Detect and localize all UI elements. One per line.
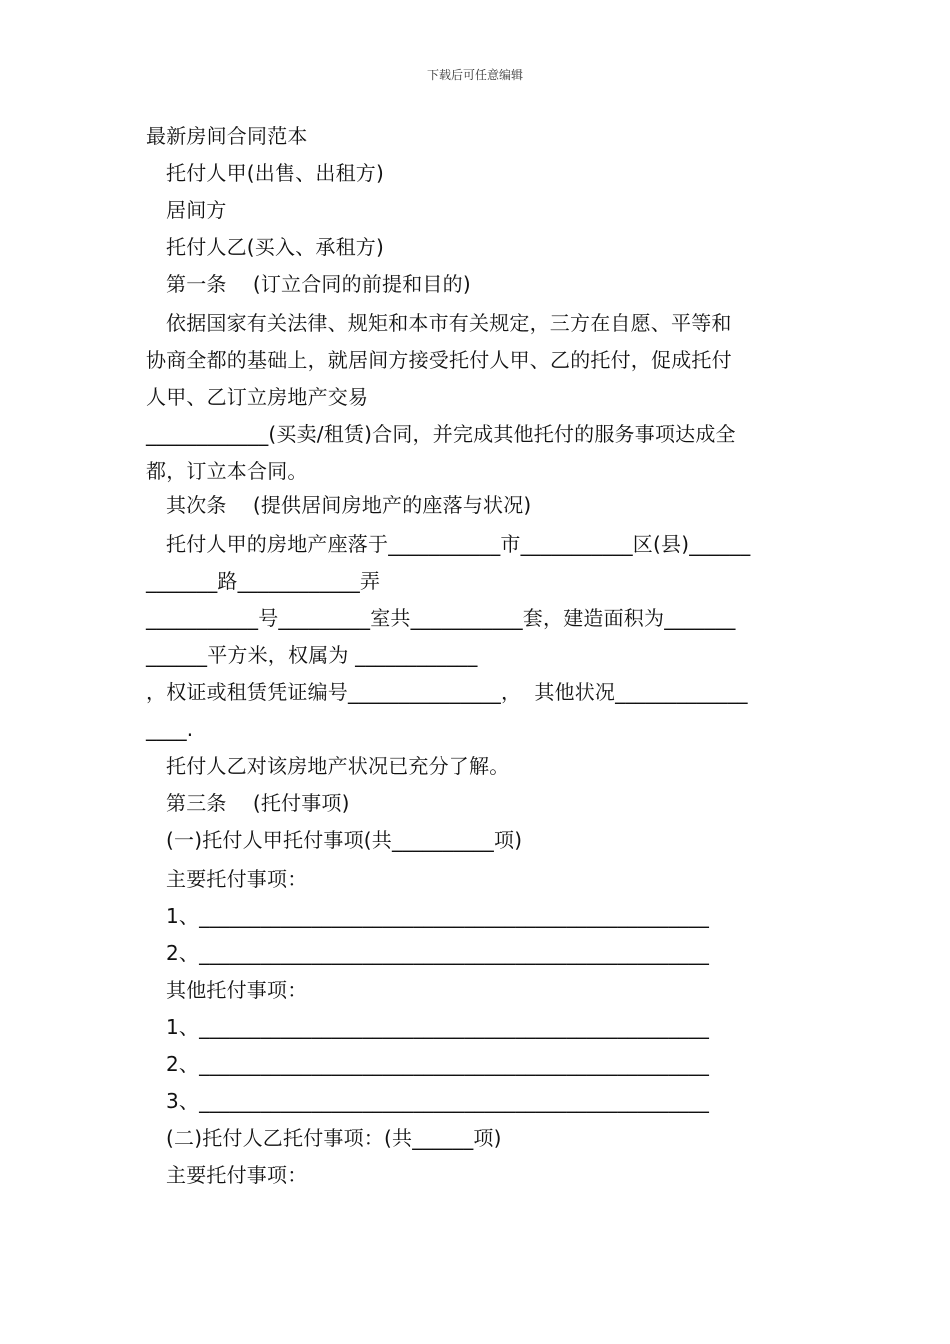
article-1-text-line: 人甲、乙订立房地产交易 <box>146 385 369 409</box>
page-header-note: 下载后可任意编辑 <box>426 68 523 82</box>
list-item: 1、__________________________________________________ <box>166 904 710 928</box>
article-1-text-line: 都，订立本合同。 <box>146 459 308 483</box>
list-item: 3、__________________________________________________ <box>166 1089 710 1113</box>
article-2-text-line: ，权证或租赁凭证编号_______________， 其他状况_____________ <box>146 680 748 704</box>
main-items-label: 主要托付事项： <box>166 1163 308 1187</box>
list-item: 2、__________________________________________________ <box>166 1052 710 1076</box>
list-item: 1、__________________________________________________ <box>166 1015 710 1039</box>
article-2-text-line: ___________号_________室共___________套，建造面积为_______ <box>146 606 736 630</box>
article-1-text-line: 协商全都的基础上，就居间方接受托付人甲、乙的托付，促成托付 <box>146 348 732 372</box>
party-b-items-heading: (二)托付人乙托付事项：(共______项) <box>166 1126 502 1150</box>
article-3-heading: 第三条 (托付事项) <box>166 791 350 815</box>
party-a-line: 托付人甲(出售、出租方) <box>166 161 385 185</box>
article-2-text-line: 托付人甲的房地产座落于___________市___________区(县)______ <box>166 532 751 556</box>
other-items-label: 其他托付事项： <box>166 978 308 1002</box>
main-items-label: 主要托付事项： <box>166 867 308 891</box>
party-a-items-heading: (一)托付人甲托付事项(共__________项) <box>166 828 523 852</box>
party-b-acknowledgement: 托付人乙对该房地产状况已充分了解。 <box>166 754 510 778</box>
article-2-text-line: ______平方米，权属为 ____________ <box>146 643 478 667</box>
article-2-heading: 其次条 (提供居间房地产的座落与状况) <box>166 493 532 517</box>
article-1-heading: 第一条 (订立合同的前提和目的) <box>166 272 471 296</box>
document-title: 最新房间合同范本 <box>146 124 308 148</box>
intermediary-line: 居间方 <box>166 198 227 222</box>
article-1-text-line: 依据国家有关法律、规矩和本市有关规定，三方在自愿、平等和 <box>166 311 732 335</box>
article-2-text-line: _______路____________弄 <box>146 569 381 593</box>
party-b-line: 托付人乙(买入、承租方) <box>166 235 385 259</box>
article-2-text-line: ____. <box>146 717 194 741</box>
article-1-text-line: ____________(买卖/租赁)合同，并完成其他托付的服务事项达成全 <box>146 422 736 446</box>
list-item: 2、__________________________________________________ <box>166 941 710 965</box>
